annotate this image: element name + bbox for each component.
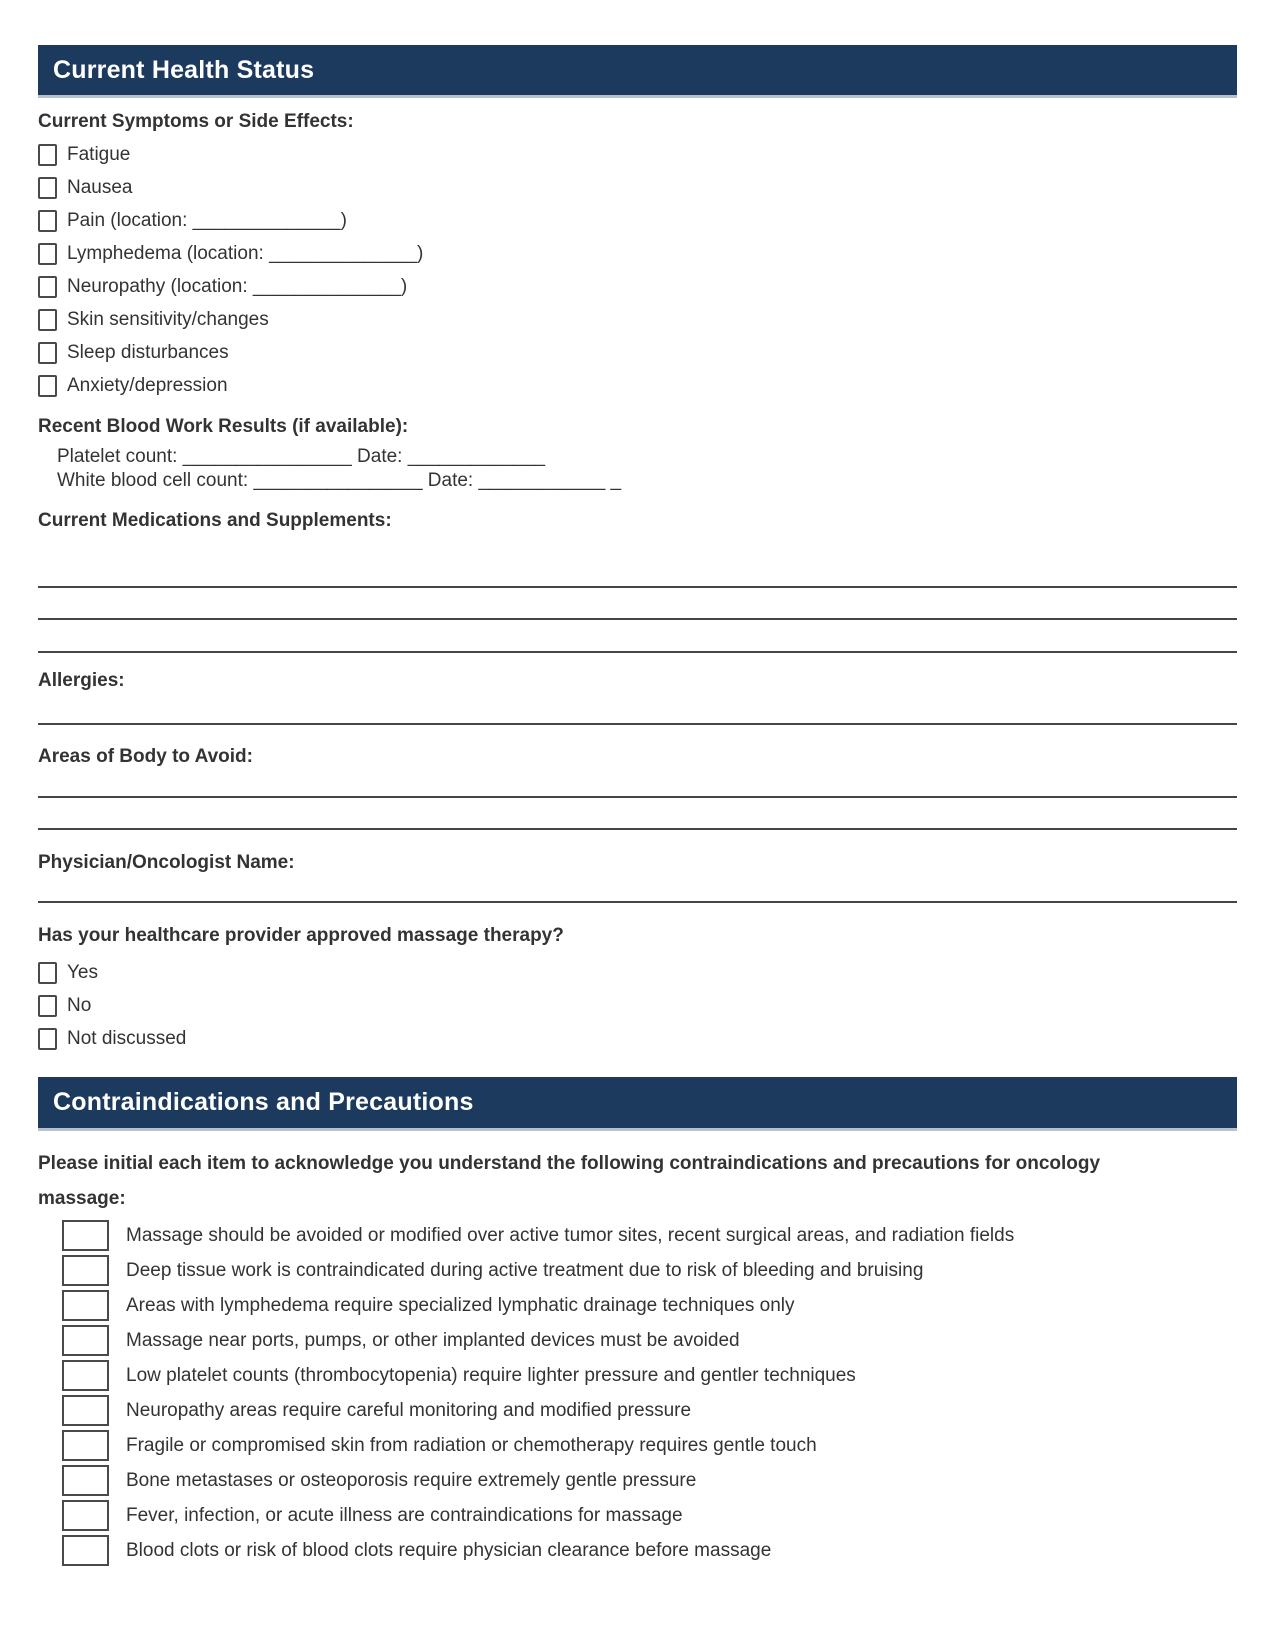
checkbox-label: Lymphedema (location: ______________) [67,243,424,264]
contraindication-row [38,1360,1237,1391]
checkbox-label: Not discussed [67,1028,187,1049]
medications-write-line-1[interactable] [38,532,1237,588]
approval-row-not-discussed [38,1028,1237,1050]
medications-write-line-2[interactable] [38,588,1237,620]
avoid-areas-heading: Areas of Body to Avoid: [38,746,253,767]
checkbox-nausea[interactable] [38,177,57,199]
checkbox-label: Sleep disturbances [67,342,229,363]
symptom-row-pain [38,210,1237,232]
initial-box-fever-infection[interactable] [62,1500,109,1531]
physician-name-heading: Physician/Oncologist Name: [38,852,295,873]
checkbox-label: Yes [67,962,98,983]
symptoms-heading: Current Symptoms or Side Effects: [38,111,354,132]
checkbox-neuropathy[interactable] [38,276,57,298]
checkbox-label: Pain (location: ______________) [67,210,347,231]
checkbox-anxiety-depression[interactable] [38,375,57,397]
avoid-areas-write-line-2[interactable] [38,798,1237,830]
checkbox-label: Neuropathy (location: ______________) [67,276,408,297]
initial-box-lymphedema-areas[interactable] [62,1290,109,1321]
contraindication-row [38,1430,1237,1461]
initial-box-bone-metastases[interactable] [62,1465,109,1496]
symptom-row-nausea [38,177,1237,199]
contraindication-text: Bone metastases or osteoporosis require extremely gentle pressure [126,1470,697,1491]
symptom-row-sleep [38,342,1237,364]
allergies-write-line[interactable] [38,692,1237,725]
contraindication-text: Areas with lymphedema require specialized lymphatic drainage techniques only [126,1295,795,1316]
symptom-row-fatigue [38,144,1237,166]
initial-box-neuropathy-areas[interactable] [62,1395,109,1426]
checkbox-lymphedema[interactable] [38,243,57,265]
approval-row-yes [38,962,1237,984]
initial-box-low-platelets[interactable] [62,1360,109,1391]
contraindication-text: Neuropathy areas require careful monitoring and modified pressure [126,1400,692,1421]
medications-write-line-3[interactable] [38,620,1237,653]
section-title: Contraindications and Precautions [53,1088,474,1116]
medications-heading: Current Medications and Supplements: [38,510,392,531]
contraindication-row [38,1325,1237,1356]
initial-box-deep-tissue[interactable] [62,1255,109,1286]
checkbox-pain[interactable] [38,210,57,232]
checkbox-label: Fatigue [67,144,131,165]
section-header-contraindications [38,1077,1237,1131]
symptom-row-skin [38,309,1237,331]
checkbox-sleep-disturbances[interactable] [38,342,57,364]
platelet-count-field[interactable]: Platelet count: ________________ Date: _____________ [57,446,546,467]
contraindications-intro-line-2: massage: [38,1188,126,1209]
checkbox-approval-not-discussed[interactable] [38,1028,57,1050]
contraindication-text: Low platelet counts (thrombocytopenia) require lighter pressure and gentler techniques [126,1365,856,1386]
contraindication-row [38,1535,1237,1566]
contraindication-row [38,1255,1237,1286]
approval-question: Has your healthcare provider approved massage therapy? [38,925,564,946]
avoid-areas-write-line-1[interactable] [38,768,1237,798]
symptom-row-anxiety [38,375,1237,397]
checkbox-skin-sensitivity[interactable] [38,309,57,331]
checkbox-label: Anxiety/depression [67,375,228,396]
initial-box-blood-clots[interactable] [62,1535,109,1566]
allergies-heading: Allergies: [38,670,125,691]
contraindication-row [38,1500,1237,1531]
physician-name-write-line[interactable] [38,874,1237,903]
bloodwork-heading: Recent Blood Work Results (if available): [38,416,409,437]
contraindication-text: Massage should be avoided or modified over active tumor sites, recent surgical areas, and radiation fields [126,1225,1015,1246]
section-header-current-health-status [38,45,1237,98]
contraindications-intro-line-1: Please initial each item to acknowledge you understand the following contraindications and precautions for oncology [38,1153,1101,1174]
initial-box-implanted-devices[interactable] [62,1325,109,1356]
symptom-row-neuropathy [38,276,1237,298]
section-title: Current Health Status [53,55,315,84]
initial-box-tumor-sites[interactable] [62,1220,109,1251]
contraindication-row [38,1395,1237,1426]
initial-box-fragile-skin[interactable] [62,1430,109,1461]
checkbox-label: No [67,995,92,1016]
checkbox-approval-yes[interactable] [38,962,57,984]
checkbox-approval-no[interactable] [38,995,57,1017]
contraindication-row [38,1465,1237,1496]
contraindication-text: Fever, infection, or acute illness are contraindications for massage [126,1505,683,1526]
approval-row-no [38,995,1237,1017]
symptom-row-lymphedema [38,243,1237,265]
contraindication-text: Deep tissue work is contraindicated during active treatment due to risk of bleeding and bruising [126,1260,924,1281]
checkbox-label: Nausea [67,177,133,198]
contraindication-text: Fragile or compromised skin from radiation or chemotherapy requires gentle touch [126,1435,817,1456]
contraindication-row [38,1290,1237,1321]
wbc-count-field[interactable]: White blood cell count: ________________ Date: ____________ _ [57,470,622,491]
contraindication-text: Massage near ports, pumps, or other implanted devices must be avoided [126,1330,740,1351]
contraindication-text: Blood clots or risk of blood clots require physician clearance before massage [126,1540,772,1561]
contraindication-row [38,1220,1237,1251]
checkbox-fatigue[interactable] [38,144,57,166]
checkbox-label: Skin sensitivity/changes [67,309,269,330]
